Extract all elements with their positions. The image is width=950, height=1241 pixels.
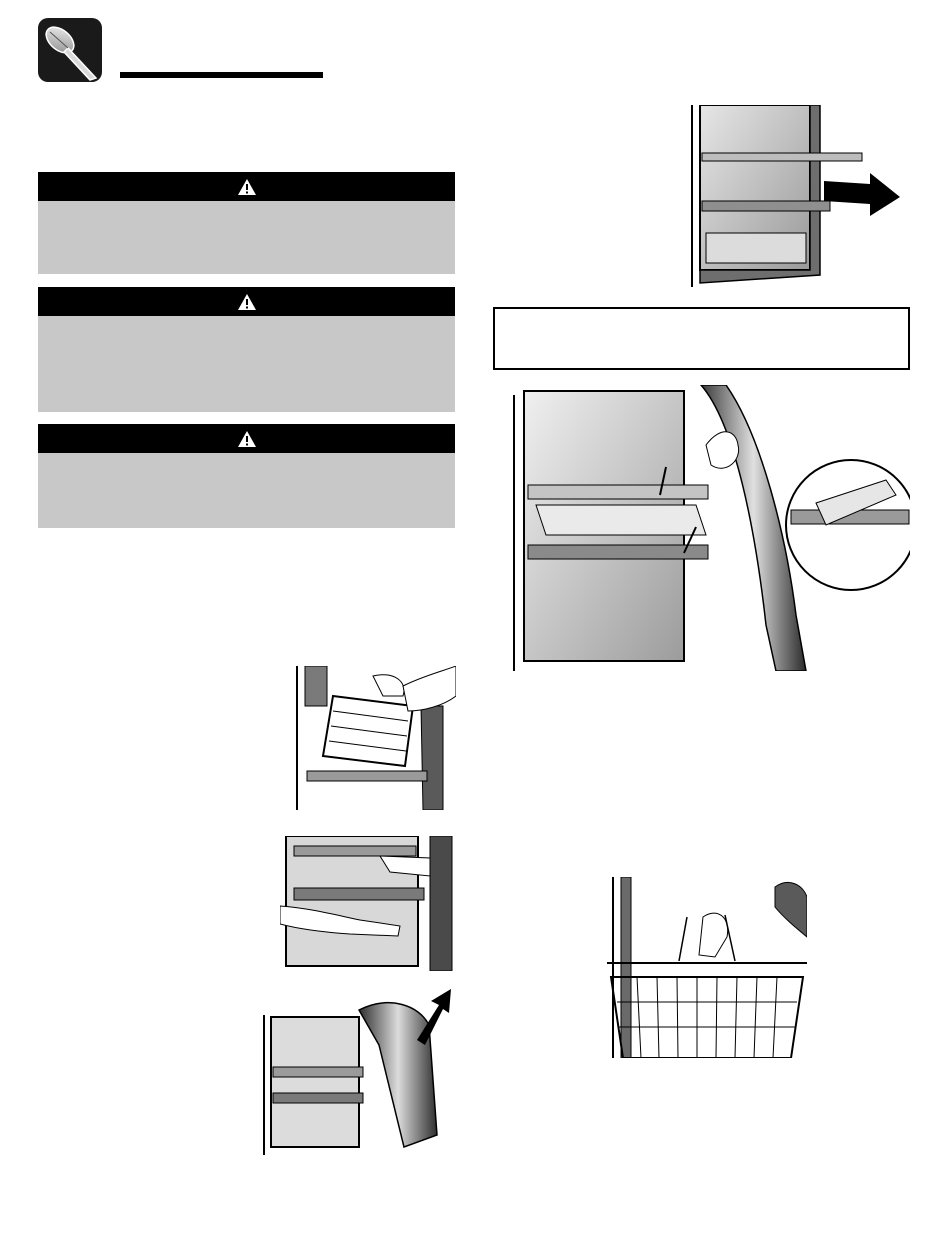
rail-release-illustration (280, 836, 456, 971)
basket-lift-illustration (293, 666, 456, 810)
basket-hooks-illustration (607, 877, 807, 1058)
rail-pull-illustration (688, 105, 913, 287)
warning-body (38, 453, 455, 528)
warning-header (38, 287, 455, 316)
section-title-rule (120, 72, 323, 78)
notice-box (493, 307, 910, 370)
door-lift-illustration (259, 985, 456, 1155)
warning-body (38, 316, 455, 412)
warning-box (38, 424, 455, 528)
warning-box (38, 172, 455, 274)
warning-box (38, 287, 455, 412)
warning-header (38, 424, 455, 453)
warning-triangle-icon (237, 293, 257, 311)
warning-triangle-icon (237, 430, 257, 448)
screwdriver-icon (38, 18, 102, 82)
warning-triangle-icon (237, 178, 257, 196)
warning-body (38, 201, 455, 274)
drawer-front-removal-illustration (506, 385, 910, 671)
warning-header (38, 172, 455, 201)
